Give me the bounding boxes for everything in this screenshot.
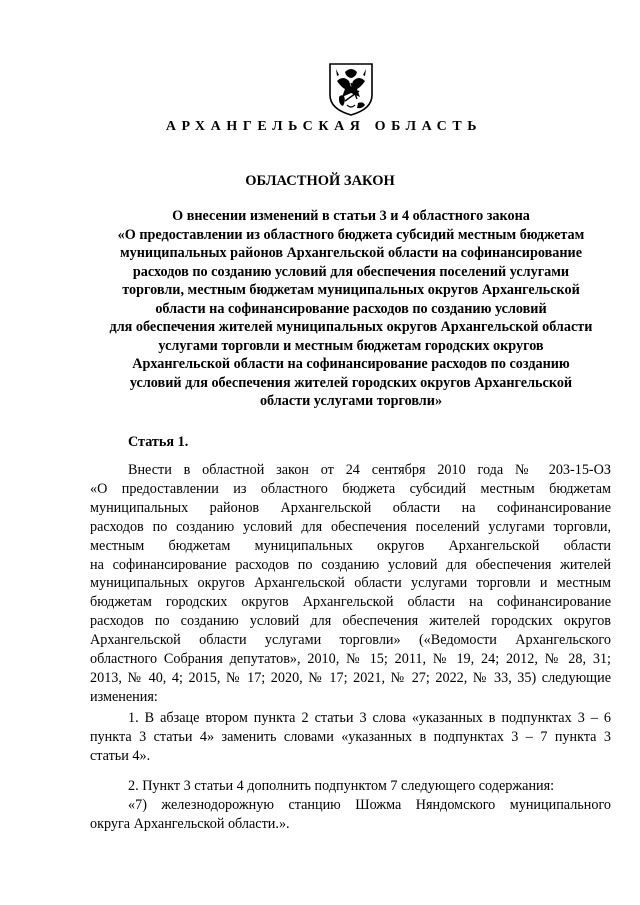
paragraph-line: муниципальных округов Архангельской области услугами торговли и местным [90,575,611,592]
paragraph-line: округа Архангельской области.». [90,815,290,832]
paragraph-line: статьи 4». [90,747,151,764]
paragraph-line: пункта 3 статьи 4» заменить словами «указанных в подпунктах 3 – 7 пункта 3 [90,728,611,745]
title-line: О внесении изменений в статьи 3 и 4 областного закона [172,208,530,224]
amendment-item-1 [90,709,611,766]
amendment-item-2 [90,777,611,834]
title-line: услугами торговли и местным бюджетам городских округов [158,337,544,354]
title-line: для обеспечения жителей муниципальных округов Архангельской области [109,319,593,335]
title-line: области услугами торговли» [259,393,443,409]
paragraph-line: местным бюджетам муниципальных округов Архангельской области [90,537,611,554]
law-title [84,207,618,411]
paragraph-line: Архангельской области услугами торговли» («Ведомости Архангельского [90,632,611,649]
paragraph-line: 1. В абзаце втором пункта 2 статьи 3 слова «указанных в подпунктах 3 – 6 [128,710,611,726]
paragraph-line: изменения: [90,688,158,705]
paragraph-line: муниципальных районов Архангельской области на софинансирование [90,499,611,516]
paragraph-line: бюджетам городских округов Архангельской области на софинансирование [90,594,611,611]
paragraph-line: на софинансирование расходов по созданию условий для обеспечения жителей [90,556,611,573]
paragraph-line: «7) железнодорожную станцию Шожма Няндомского муниципального [128,796,611,813]
paragraph-line: «О предоставлении из областного бюджета субсидий местным бюджетам [90,480,611,497]
paragraph-line: 2. Пункт 3 статьи 4 дополнить подпунктом 7 следующего содержания: [128,778,555,794]
title-line: «О предоставлении из областного бюджета субсидий местным бюджетам [117,226,585,243]
paragraph-line: Внести в областной закон от 24 сентября 2010 года № 203-15-ОЗ [128,462,611,478]
arkhangelsk-coat-of-arms-icon [327,61,375,117]
paragraph-line: расходов по созданию условий для обеспечения жителей городских округов [90,613,611,630]
title-line: области на софинансирование расходов по созданию условий [155,300,547,317]
title-line: муниципальных районов Архангельской области на софинансирование [119,245,583,261]
article-intro-paragraph [90,461,611,707]
region-name: АРХАНГЕЛЬСКАЯ ОБЛАСТЬ [165,119,483,134]
paragraph-line: 2013, № 40, 4; 2015, № 17; 2020, № 17; 2021, № 27; 2022, № 33, 35) следующие [90,669,611,686]
law-type-heading: ОБЛАСТНОЙ ЗАКОН [245,173,395,189]
title-line: условий для обеспечения жителей городских округов Архангельской [129,374,573,391]
article-heading: Статья 1. [128,434,189,450]
paragraph-line: областного Собрания депутатов», 2010, № 15; 2011, № 19, 24; 2012, № 28, 31; [90,651,611,668]
title-line: торговли, местным бюджетам муниципальных округов Архангельской [122,282,580,298]
paragraph-line: расходов по созданию условий для обеспечения поселений услугами торговли, [90,518,611,535]
title-line: Архангельской области на софинансирование расходов по созданию [132,356,570,372]
title-line: расходов по созданию условий для обеспечения поселений услугами [132,263,570,280]
